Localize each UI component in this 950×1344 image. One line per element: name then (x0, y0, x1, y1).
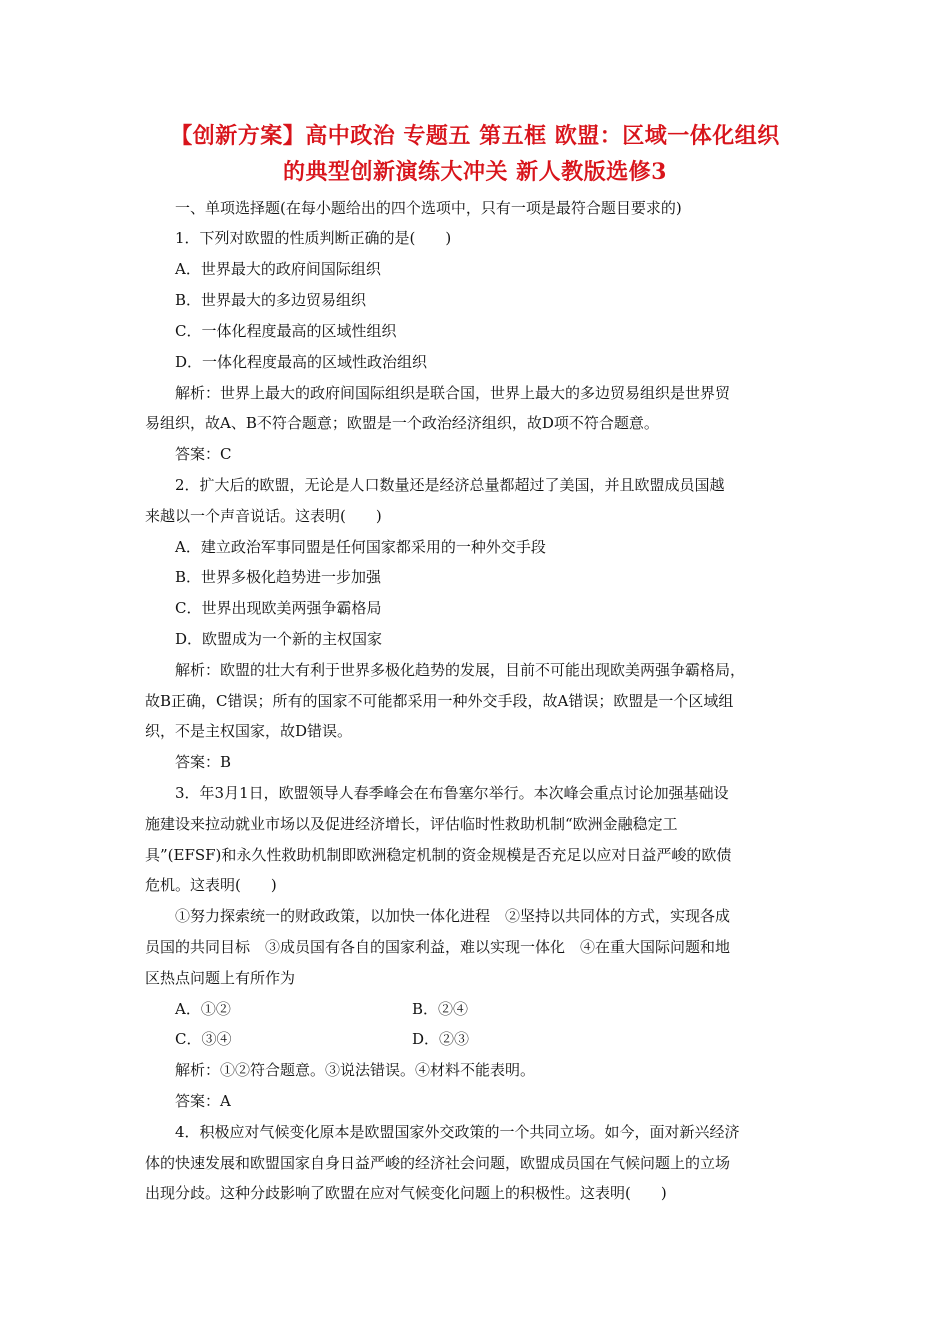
q3-items-line: 区热点问题上有所作为 (145, 969, 296, 987)
q3-stem-line: 危机。这表明( ) (145, 876, 277, 894)
q3-items-line: ①努力探索统一的财政政策，以加快一体化进程 ②坚持以共同体的方式，实现各成 (175, 907, 731, 925)
q3-answer: 答案：A (175, 1092, 231, 1110)
q2-analysis-line: 故B正确，C错误；所有的国家不可能都采用一种外交手段，故A错误；欧盟是一个区域组 (145, 692, 734, 710)
q3-option-a: A．①② (175, 1000, 231, 1018)
q2-analysis-line: 解析：欧盟的壮大有利于世界多极化趋势的发展，目前不可能出现欧美两强争霸格局， (175, 661, 746, 679)
q1-option-c: C．一体化程度最高的区域性组织 (175, 322, 397, 340)
section-heading: 一、单项选择题(在每小题给出的四个选项中，只有一项是最符合题目要求的) (175, 199, 682, 217)
q3-option-d: D．②③ (412, 1030, 470, 1048)
q3-stem-line: 具”(EFSF)和永久性救助机制即欧洲稳定机制的资金规模是否充足以应对日益严峻的欧债 (145, 846, 732, 864)
q3-option-c: C．③④ (175, 1030, 232, 1048)
document-title-line-1: 【创新方案】高中政治 专题五 第五框 欧盟：区域一体化组织 (170, 123, 780, 149)
q3-items-line: 员国的共同目标 ③成员国有各自的国家利益，难以实现一体化 ④在重大国际问题和地 (145, 938, 731, 956)
q3-stem-line: 3．年3月1日，欧盟领导人春季峰会在布鲁塞尔举行。本次峰会重点讨论加强基础设 (175, 784, 729, 802)
q4-stem-line: 4．积极应对气候变化原本是欧盟国家外交政策的一个共同立场。如今，面对新兴经济 (175, 1123, 740, 1141)
q1-option-d: D．一体化程度最高的区域性政治组织 (175, 353, 428, 371)
q1-analysis-line: 解析：世界上最大的政府间国际组织是联合国，世界上最大的多边贸易组织是世界贸 (175, 384, 731, 402)
q1-answer: 答案：C (175, 445, 232, 463)
q3-analysis: 解析：①②符合题意。③说法错误。④材料不能表明。 (175, 1061, 536, 1079)
q4-stem-line: 体的快速发展和欧盟国家自身日益严峻的经济社会问题，欧盟成员国在气候问题上的立场 (145, 1154, 731, 1172)
q1-analysis-line: 易组织，故A、B不符合题意；欧盟是一个政治经济组织，故D项不符合题意。 (145, 414, 659, 432)
document-title-line-2: 的典型创新演练大冲关 新人教版选修3 (283, 159, 667, 185)
q2-option-b: B．世界多极化趋势进一步加强 (175, 568, 382, 586)
q2-analysis-line: 织，不是主权国家，故D错误。 (145, 722, 353, 740)
q1-option-a: A．世界最大的政府间国际组织 (175, 260, 381, 278)
q2-stem-line: 2．扩大后的欧盟，无论是人口数量还是经济总量都超过了美国，并且欧盟成员国越 (175, 476, 725, 494)
q2-stem-line: 来越以一个声音说话。这表明( ) (145, 507, 382, 525)
q2-answer: 答案：B (175, 753, 232, 771)
q1-option-b: B．世界最大的多边贸易组织 (175, 291, 367, 309)
q3-stem-line: 施建设来拉动就业市场以及促进经济增长，评估临时性救助机制“欧洲金融稳定工 (145, 815, 678, 833)
q2-option-d: D．欧盟成为一个新的主权国家 (175, 630, 383, 648)
q2-option-c: C．世界出现欧美两强争霸格局 (175, 599, 382, 617)
q1-stem: 1．下列对欧盟的性质判断正确的是( ) (175, 229, 452, 247)
q2-option-a: A．建立政治军事同盟是任何国家都采用的一种外交手段 (175, 538, 546, 556)
q4-stem-line: 出现分歧。这种分歧影响了欧盟在应对气候变化问题上的积极性。这表明( ) (145, 1184, 667, 1202)
q3-option-b: B．②④ (412, 1000, 469, 1018)
